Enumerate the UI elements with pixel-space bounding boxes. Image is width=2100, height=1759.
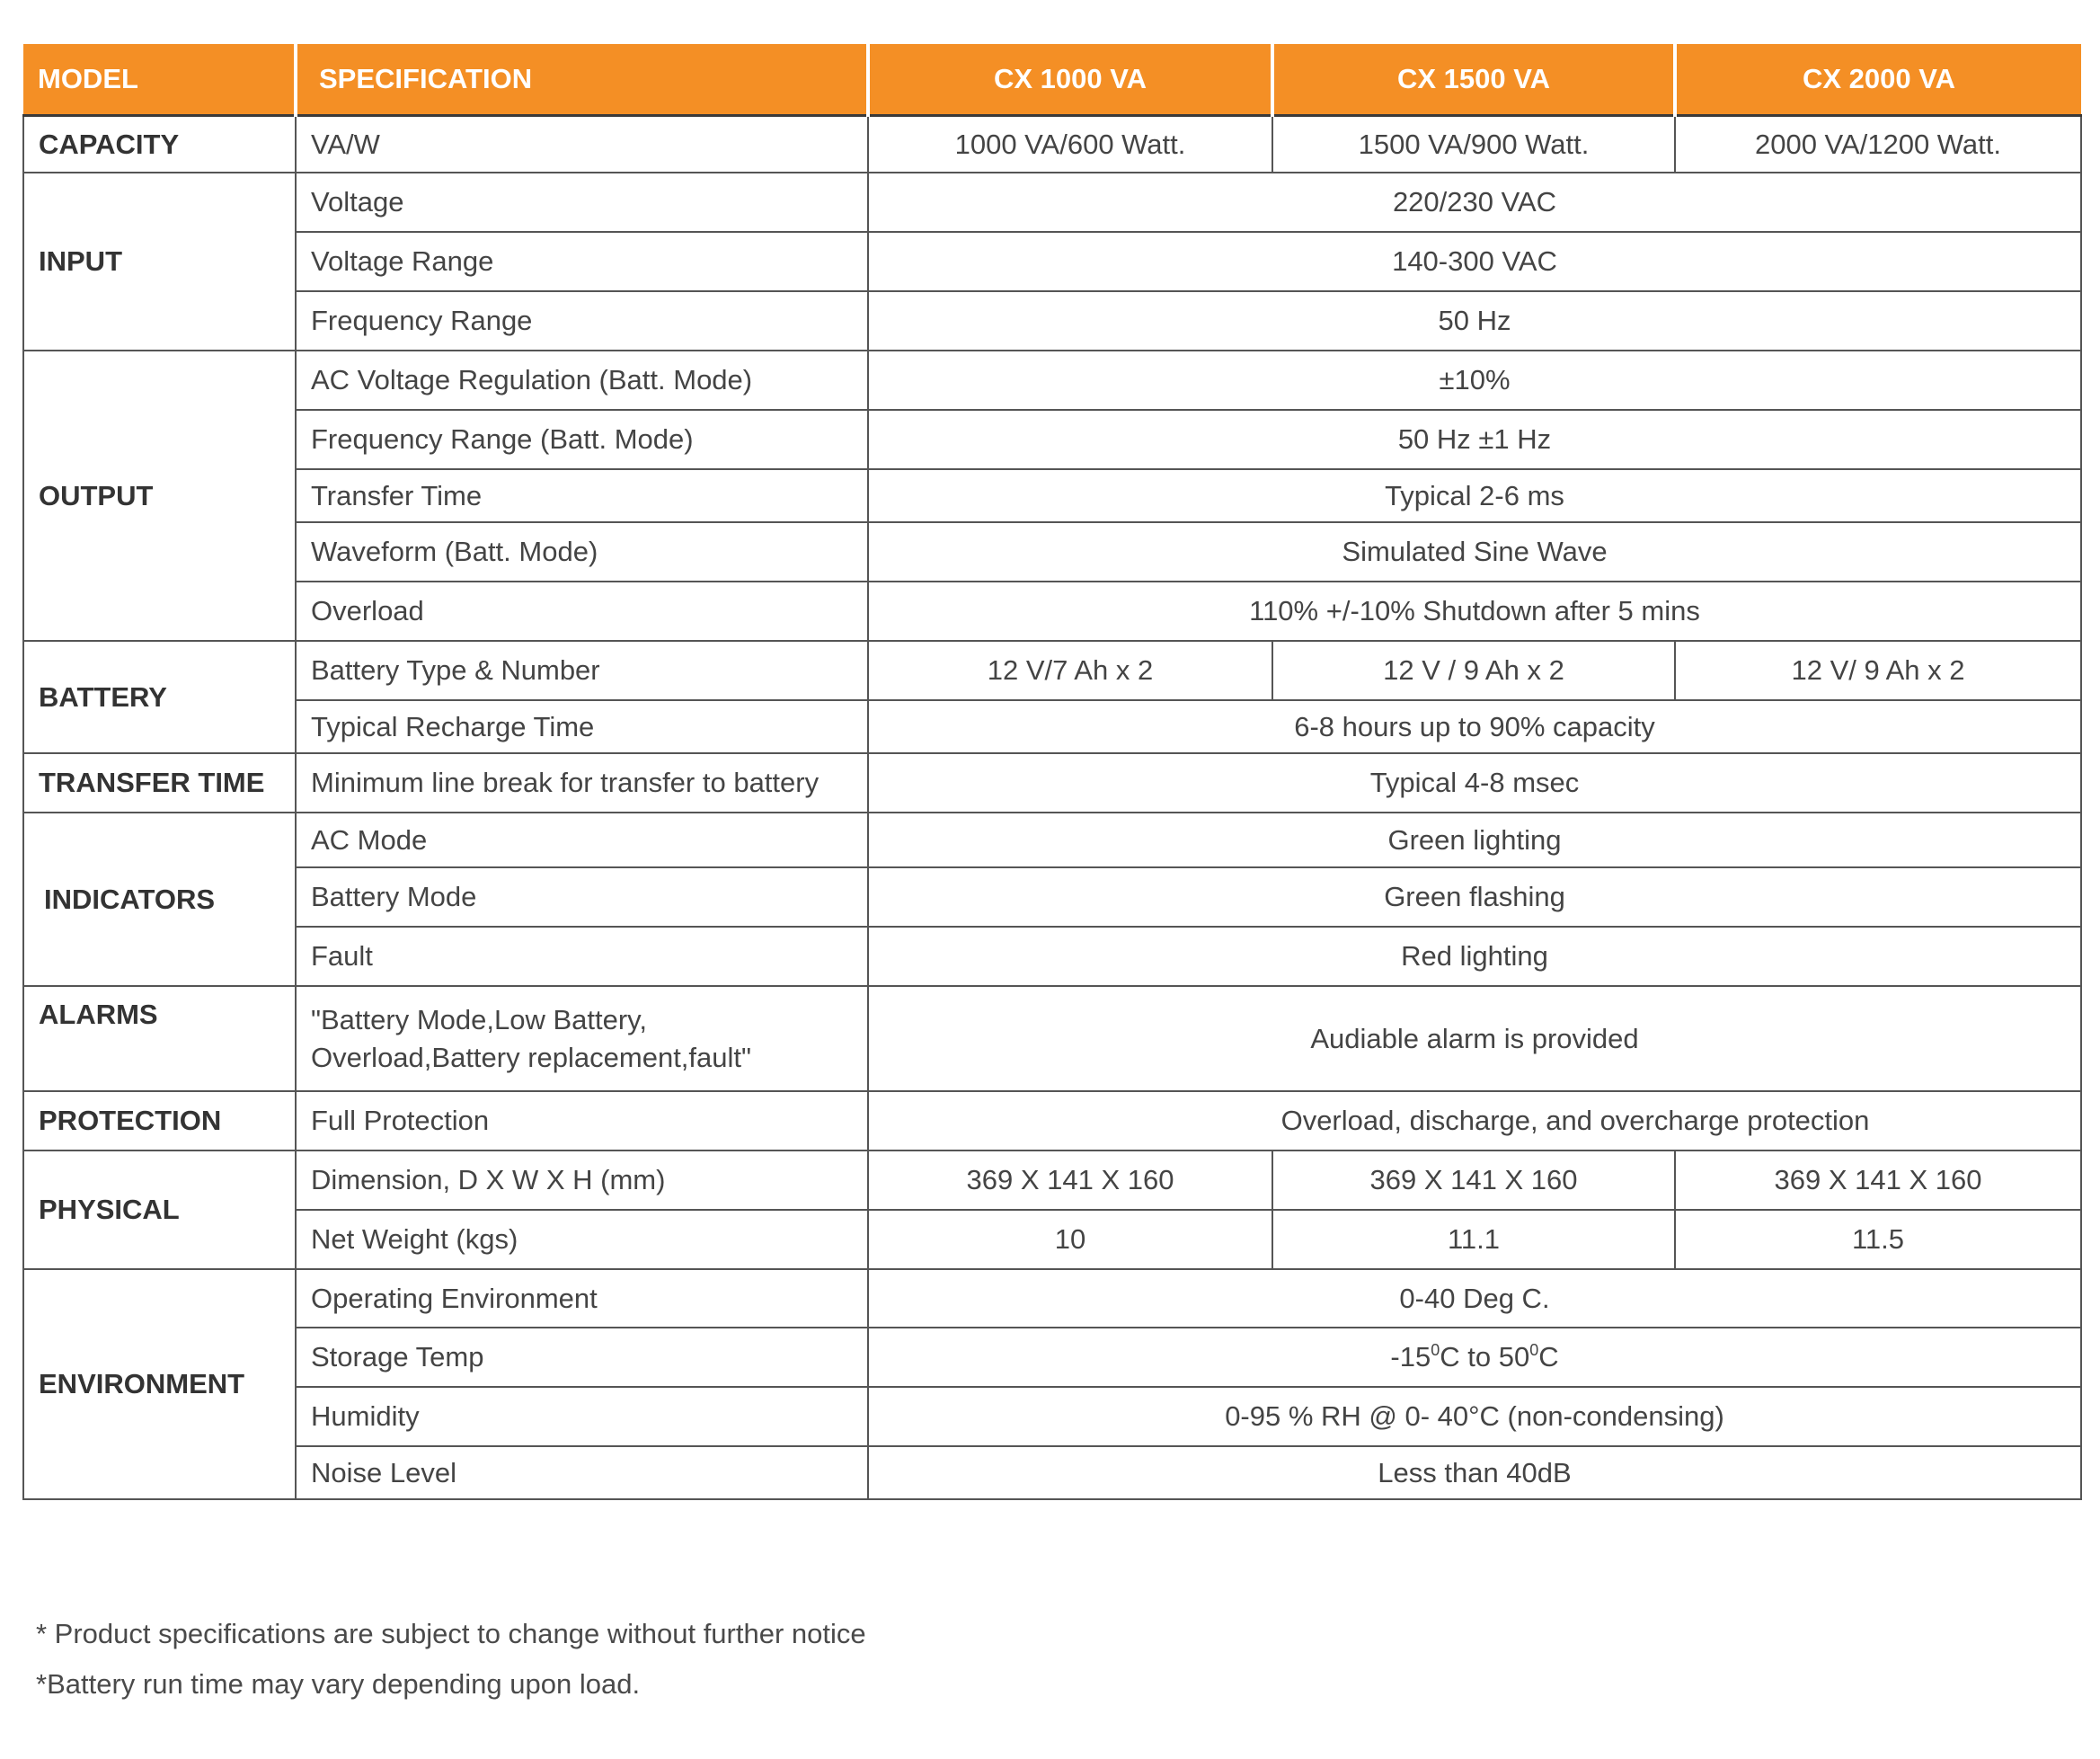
output-row [23,522,2081,582]
spec-value: Green flashing [868,867,2081,927]
input-row [23,173,2081,232]
spec-label [296,986,868,1091]
spec-label: AC Mode [296,813,868,867]
header-specification: SPECIFICATION [296,44,868,116]
alarm-label-line-2: Overload,Battery replacement,fault" [311,1041,752,1073]
output-row [23,469,2081,522]
output-row [23,410,2081,469]
spec-value: Simulated Sine Wave [868,522,2081,582]
spec-label: Noise Level [296,1446,868,1499]
spec-label: Overload [296,582,868,641]
spec-value: 140-300 VAC [868,232,2081,291]
header-row [23,44,2081,116]
spec-value: 12 V / 9 Ah x 2 [1272,641,1675,700]
spec-value: 2000 VA/1200 Watt. [1675,116,2081,173]
category-environment: ENVIRONMENT [23,1269,296,1499]
spec-label: Net Weight (kgs) [296,1210,868,1269]
spec-label: Full Protection [296,1091,868,1150]
spec-value: Overload, discharge, and overcharge protection [868,1091,2081,1150]
category-physical: PHYSICAL [23,1150,296,1269]
spec-value: ±10% [868,351,2081,410]
spec-label: AC Voltage Regulation (Batt. Mode) [296,351,868,410]
environment-row [23,1446,2081,1499]
alarm-label-line-1: "Battery Mode,Low Battery, [311,1004,647,1036]
spec-value: Less than 40dB [868,1446,2081,1499]
spec-value: Audiable alarm is provided [868,986,2081,1091]
spec-label: Frequency Range [296,291,868,351]
spec-value: 11.5 [1675,1210,2081,1269]
spec-value: 0-40 Deg C. [868,1269,2081,1328]
spec-value: 50 Hz [868,291,2081,351]
spec-label: Frequency Range (Batt. Mode) [296,410,868,469]
storage-temp-part: -15 [1390,1341,1431,1373]
spec-value: 110% +/-10% Shutdown after 5 mins [868,582,2081,641]
spec-label: Fault [296,927,868,986]
category-capacity: CAPACITY [23,116,296,173]
indicators-row [23,927,2081,986]
header-model: MODEL [23,44,296,116]
physical-row [23,1210,2081,1269]
spec-label: VA/W [296,116,868,173]
header-model-1000: CX 1000 VA [868,44,1272,116]
category-protection: PROTECTION [23,1091,296,1150]
spec-value: 12 V/7 Ah x 2 [868,641,1272,700]
footnote-specifications: * Product specifications are subject to change without further notice [36,1618,866,1649]
transfer-time-row [23,753,2081,813]
spec-label: Dimension, D X W X H (mm) [296,1150,868,1210]
protection-row [23,1091,2081,1150]
output-row [23,582,2081,641]
spec-value: 0-95 % RH @ 0- 40°C (non-condensing) [868,1387,2081,1446]
spec-label: Transfer Time [296,469,868,522]
spec-value [868,1328,2081,1387]
spec-label: Humidity [296,1387,868,1446]
spec-value: 10 [868,1210,1272,1269]
spec-value: 1000 VA/600 Watt. [868,116,1272,173]
spec-label: Voltage Range [296,232,868,291]
environment-row [23,1269,2081,1328]
spec-value: 6-8 hours up to 90% capacity [868,700,2081,753]
header-model-1500: CX 1500 VA [1272,44,1675,116]
input-row [23,291,2081,351]
spec-label: Voltage [296,173,868,232]
spec-value: 369 X 141 X 160 [868,1150,1272,1210]
spec-value: Red lighting [868,927,2081,986]
category-transfer-time: TRANSFER TIME [23,753,296,813]
spec-value: Typical 4-8 msec [868,753,2081,813]
spec-label: Battery Type & Number [296,641,868,700]
environment-row [23,1328,2081,1387]
indicators-row [23,867,2081,927]
indicators-row [23,813,2081,867]
environment-row [23,1387,2081,1446]
footnotes [36,1618,866,1719]
spec-value: 1500 VA/900 Watt. [1272,116,1675,173]
spec-value: 11.1 [1272,1210,1675,1269]
input-row [23,232,2081,291]
spec-value: 369 X 141 X 160 [1272,1150,1675,1210]
spec-value: 220/230 VAC [868,173,2081,232]
spec-label: Minimum line break for transfer to battery [296,753,868,813]
alarms-row [23,986,2081,1091]
category-alarms: ALARMS [23,986,296,1091]
spec-label: Waveform (Batt. Mode) [296,522,868,582]
storage-temp-superscript: 0 [1529,1341,1539,1360]
storage-temp-superscript: 0 [1431,1341,1440,1360]
spec-label: Battery Mode [296,867,868,927]
battery-row [23,641,2081,700]
storage-temp-part: C to 50 [1440,1341,1530,1373]
battery-row [23,700,2081,753]
spec-value: 50 Hz ±1 Hz [868,410,2081,469]
physical-row [23,1150,2081,1210]
spec-value: 12 V/ 9 Ah x 2 [1675,641,2081,700]
category-input: INPUT [23,173,296,351]
spec-value: Green lighting [868,813,2081,867]
category-indicators: INDICATORS [23,813,296,986]
spec-value: 369 X 141 X 160 [1675,1150,2081,1210]
spec-label: Typical Recharge Time [296,700,868,753]
header-model-2000: CX 2000 VA [1675,44,2081,116]
footnote-battery-runtime: *Battery run time may vary depending upon load. [36,1668,641,1700]
spec-label: Storage Temp [296,1328,868,1387]
category-battery: BATTERY [23,641,296,753]
storage-temp-part: C [1538,1341,1559,1373]
spec-table [22,44,2082,1500]
output-row [23,351,2081,410]
capacity-row [23,116,2081,173]
category-output: OUTPUT [23,351,296,641]
spec-label: Operating Environment [296,1269,868,1328]
spec-value: Typical 2-6 ms [868,469,2081,522]
